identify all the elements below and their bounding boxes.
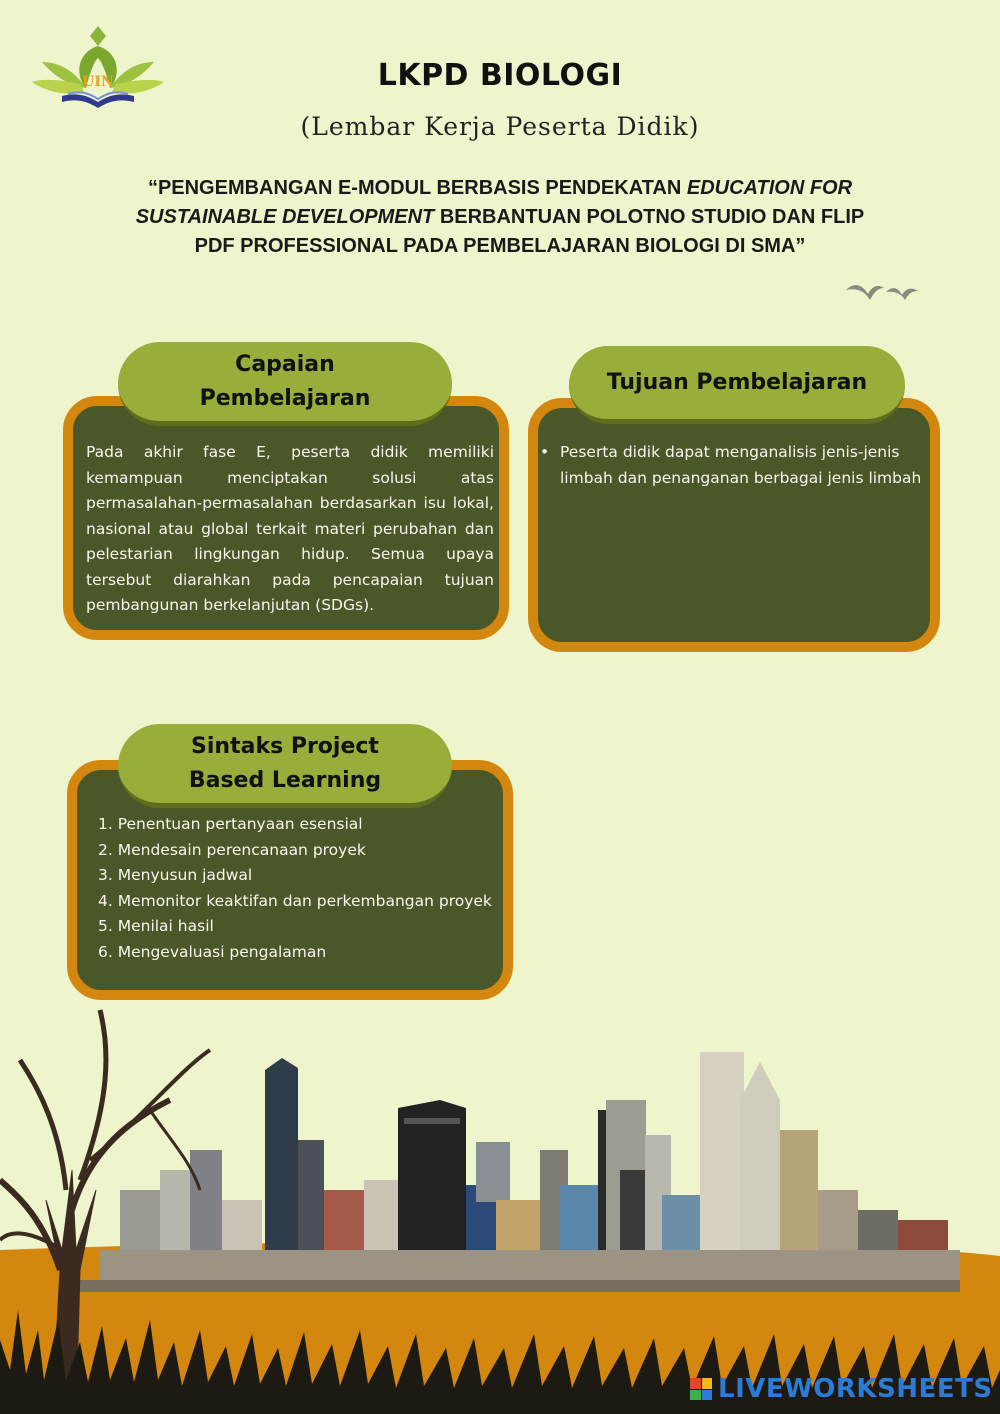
heading-text-italic: EDUCATION FOR SUSTAINABLE DEVELOPMENT: [135, 177, 853, 228]
list-item: 5. Menilai hasil: [98, 917, 214, 935]
capaian-title-line1: Capaian: [235, 351, 335, 377]
sintaks-tab: [118, 724, 452, 808]
page-title: LKPD BIOLOGI: [377, 58, 623, 93]
watermark-text: LIVEWORKSHEETS: [718, 1374, 993, 1404]
list-item: 2. Mendesain perencanaan proyek: [98, 840, 366, 859]
page-subtitle: (Lembar Kerja Peserta Didik): [300, 112, 700, 141]
list-item: 6. Mengevaluasi pengalaman: [98, 942, 327, 961]
tujuan-item-text: Peserta didik dapat menganalisis jenis-jenis limbah dan penanganan berbagai jenis limbah: [560, 443, 922, 487]
skyline-icon: [80, 1052, 960, 1292]
sintaks-title-line1: Sintaks Project: [191, 733, 379, 759]
heading-text-part1: “PENGEMBANGAN E-MODUL BERBASIS PENDEKATAN: [147, 177, 687, 199]
svg-text:UIN: UIN: [82, 74, 114, 90]
heading-text-part2: BERBANTUAN POLOTNO STUDIO DAN FLIP PDF PROFESSIONAL PADA PEMBELAJARAN BIOLOGI DI SMA”: [194, 206, 865, 257]
sintaks-title-line2: Based Learning: [188, 767, 382, 793]
city-skyline-scene: [0, 950, 1000, 1414]
list-item: 1. Penentuan pertanyaan esensial: [98, 815, 363, 833]
list-item: 3. Menyusun jadwal: [98, 866, 253, 884]
tujuan-title: Tujuan Pembelajaran: [606, 369, 868, 395]
liveworksheets-logo-icon: [690, 1378, 712, 1400]
birds-icon: [842, 278, 922, 306]
bullet-icon: •: [540, 443, 550, 461]
capaian-text: Pada akhir fase E, peserta didik memiliki kemampuan menciptakan solusi atas permasalahan-permasalahan berdasarkan isu lokal, nasional atau global terkait materi perubahan dan pelestarian lingkungan hidup. Semua upaya tersebut diarahkan pada pencapaian tujuan pembangunan berkelanjutan (SDGs).: [86, 443, 494, 614]
tujuan-list: [540, 440, 922, 491]
list-item: 4. Memonitor keaktifan dan perkembangan proyek: [98, 891, 492, 910]
list-item: [540, 440, 922, 491]
liveworksheets-watermark: [690, 1372, 993, 1406]
tujuan-panel: [528, 398, 940, 652]
capaian-title-line2: Pembelajaran: [199, 385, 371, 411]
sintaks-list: [98, 812, 518, 965]
module-heading: [120, 174, 880, 261]
tujuan-tab: [569, 346, 905, 424]
capaian-tab: [118, 342, 452, 426]
